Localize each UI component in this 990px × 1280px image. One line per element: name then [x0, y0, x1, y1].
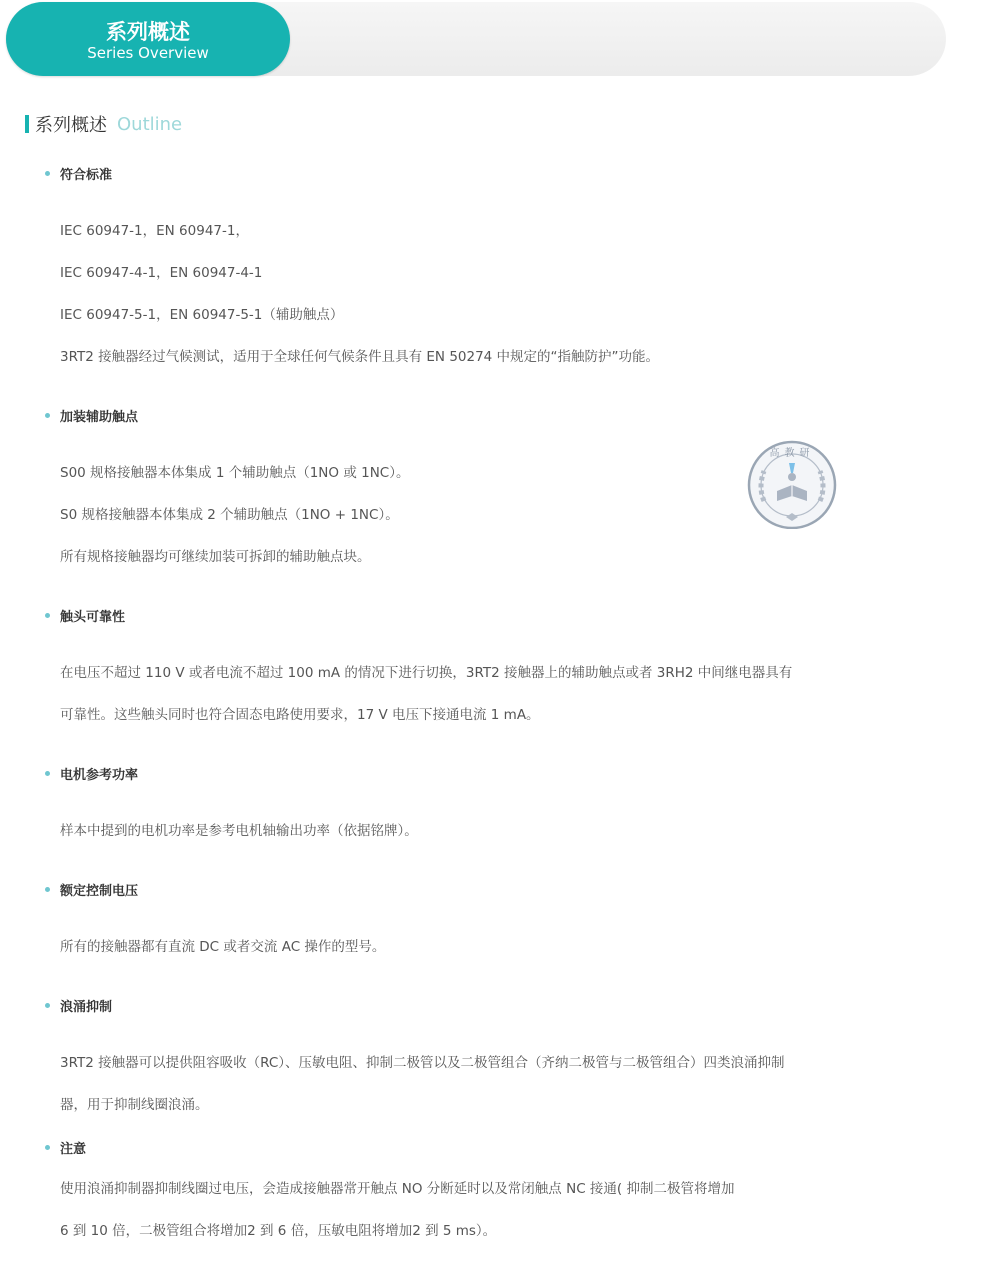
paragraph-line: IEC 60947-5-1，EN 60947-5-1（辅助触点）: [60, 307, 344, 323]
heading-accent-bar: [25, 115, 29, 133]
heading-title-cn: 系列概述: [35, 115, 107, 136]
section-title-text: 注意: [60, 1141, 87, 1157]
paragraph-line: 使用浪涌抑制器抑制线圈过电压，会造成接触器常开触点 NO 分断延时以及常闭触点 NC 接通( 抑制二极管将增加: [60, 1181, 735, 1197]
section-title-control-voltage: [45, 880, 138, 898]
heading-title-en: Outline: [117, 113, 183, 135]
section-title-text: 加装辅助触点: [60, 409, 139, 425]
paragraph-line: S0 规格接触器本体集成 2 个辅助触点（1NO + 1NC）。: [60, 507, 399, 523]
bullet-dot-icon: [45, 613, 50, 618]
paragraph-line: 样本中提到的电机功率是参考电机轴输出功率（依据铭牌）。: [60, 823, 418, 839]
section-title-text: 额定控制电压: [60, 883, 139, 899]
section-title-note: [45, 1138, 86, 1156]
watermark-seal-icon: [744, 439, 840, 529]
section-title-surge-suppression: [45, 996, 112, 1014]
paragraph-line: 3RT2 接触器可以提供阻容吸收（RC）、压敏电阻、抑制二极管以及二极管组合（齐纳二极管与二极管组合）四类浪涌抑制: [60, 1055, 785, 1071]
section-title-text: 触头可靠性: [60, 609, 126, 625]
paragraph-line: 器，用于抑制线圈浪涌。: [60, 1097, 209, 1113]
section-title-text: 符合标准: [60, 167, 113, 183]
section-title-aux-contacts: [45, 406, 138, 424]
bullet-dot-icon: [45, 1145, 50, 1150]
paragraph-line: 所有的接触器都有直流 DC 或者交流 AC 操作的型号。: [60, 939, 386, 955]
paragraph-line: IEC 60947-1，EN 60947-1，: [60, 223, 249, 239]
paragraph-line: S00 规格接触器本体集成 1 个辅助触点（1NO 或 1NC）。: [60, 465, 410, 481]
section-title-reliability: [45, 606, 125, 624]
bullet-dot-icon: [45, 887, 50, 892]
bullet-dot-icon: [45, 413, 50, 418]
banner-title-cn: 系列概述: [106, 20, 190, 44]
paragraph-line: IEC 60947-4-1，EN 60947-4-1: [60, 265, 263, 281]
bullet-dot-icon: [45, 1003, 50, 1008]
section-title-motor-power: [45, 764, 138, 782]
banner-title-en: Series Overview: [87, 44, 209, 62]
section-title-standards: [45, 164, 112, 182]
bullet-dot-icon: [45, 771, 50, 776]
paragraph-line: 6 到 10 倍，二极管组合将增加2 到 6 倍，压敏电阻将增加2 到 5 ms）。: [60, 1223, 497, 1239]
paragraph-line: 3RT2 接触器经过气候测试，适用于全球任何气候条件且具有 EN 50274 中规定的“指触防护”功能。: [60, 349, 660, 365]
seal-text: 高教研: [769, 448, 815, 459]
paragraph-line: 在电压不超过 110 V 或者电流不超过 100 mA 的情况下进行切换，3RT2 接触器上的辅助触点或者 3RH2 中间继电器具有: [60, 665, 793, 681]
section-title-text: 浪涌抑制: [60, 999, 113, 1015]
paragraph-line: 可靠性。这些触头同时也符合固态电路使用要求，17 V 电压下接通电流 1 mA。: [60, 707, 540, 723]
banner-tab: [6, 2, 290, 76]
section-title-text: 电机参考功率: [60, 767, 139, 783]
paragraph-line: 所有规格接触器均可继续加装可拆卸的辅助触点块。: [60, 549, 371, 565]
bullet-dot-icon: [45, 171, 50, 176]
section-heading: [25, 112, 182, 136]
